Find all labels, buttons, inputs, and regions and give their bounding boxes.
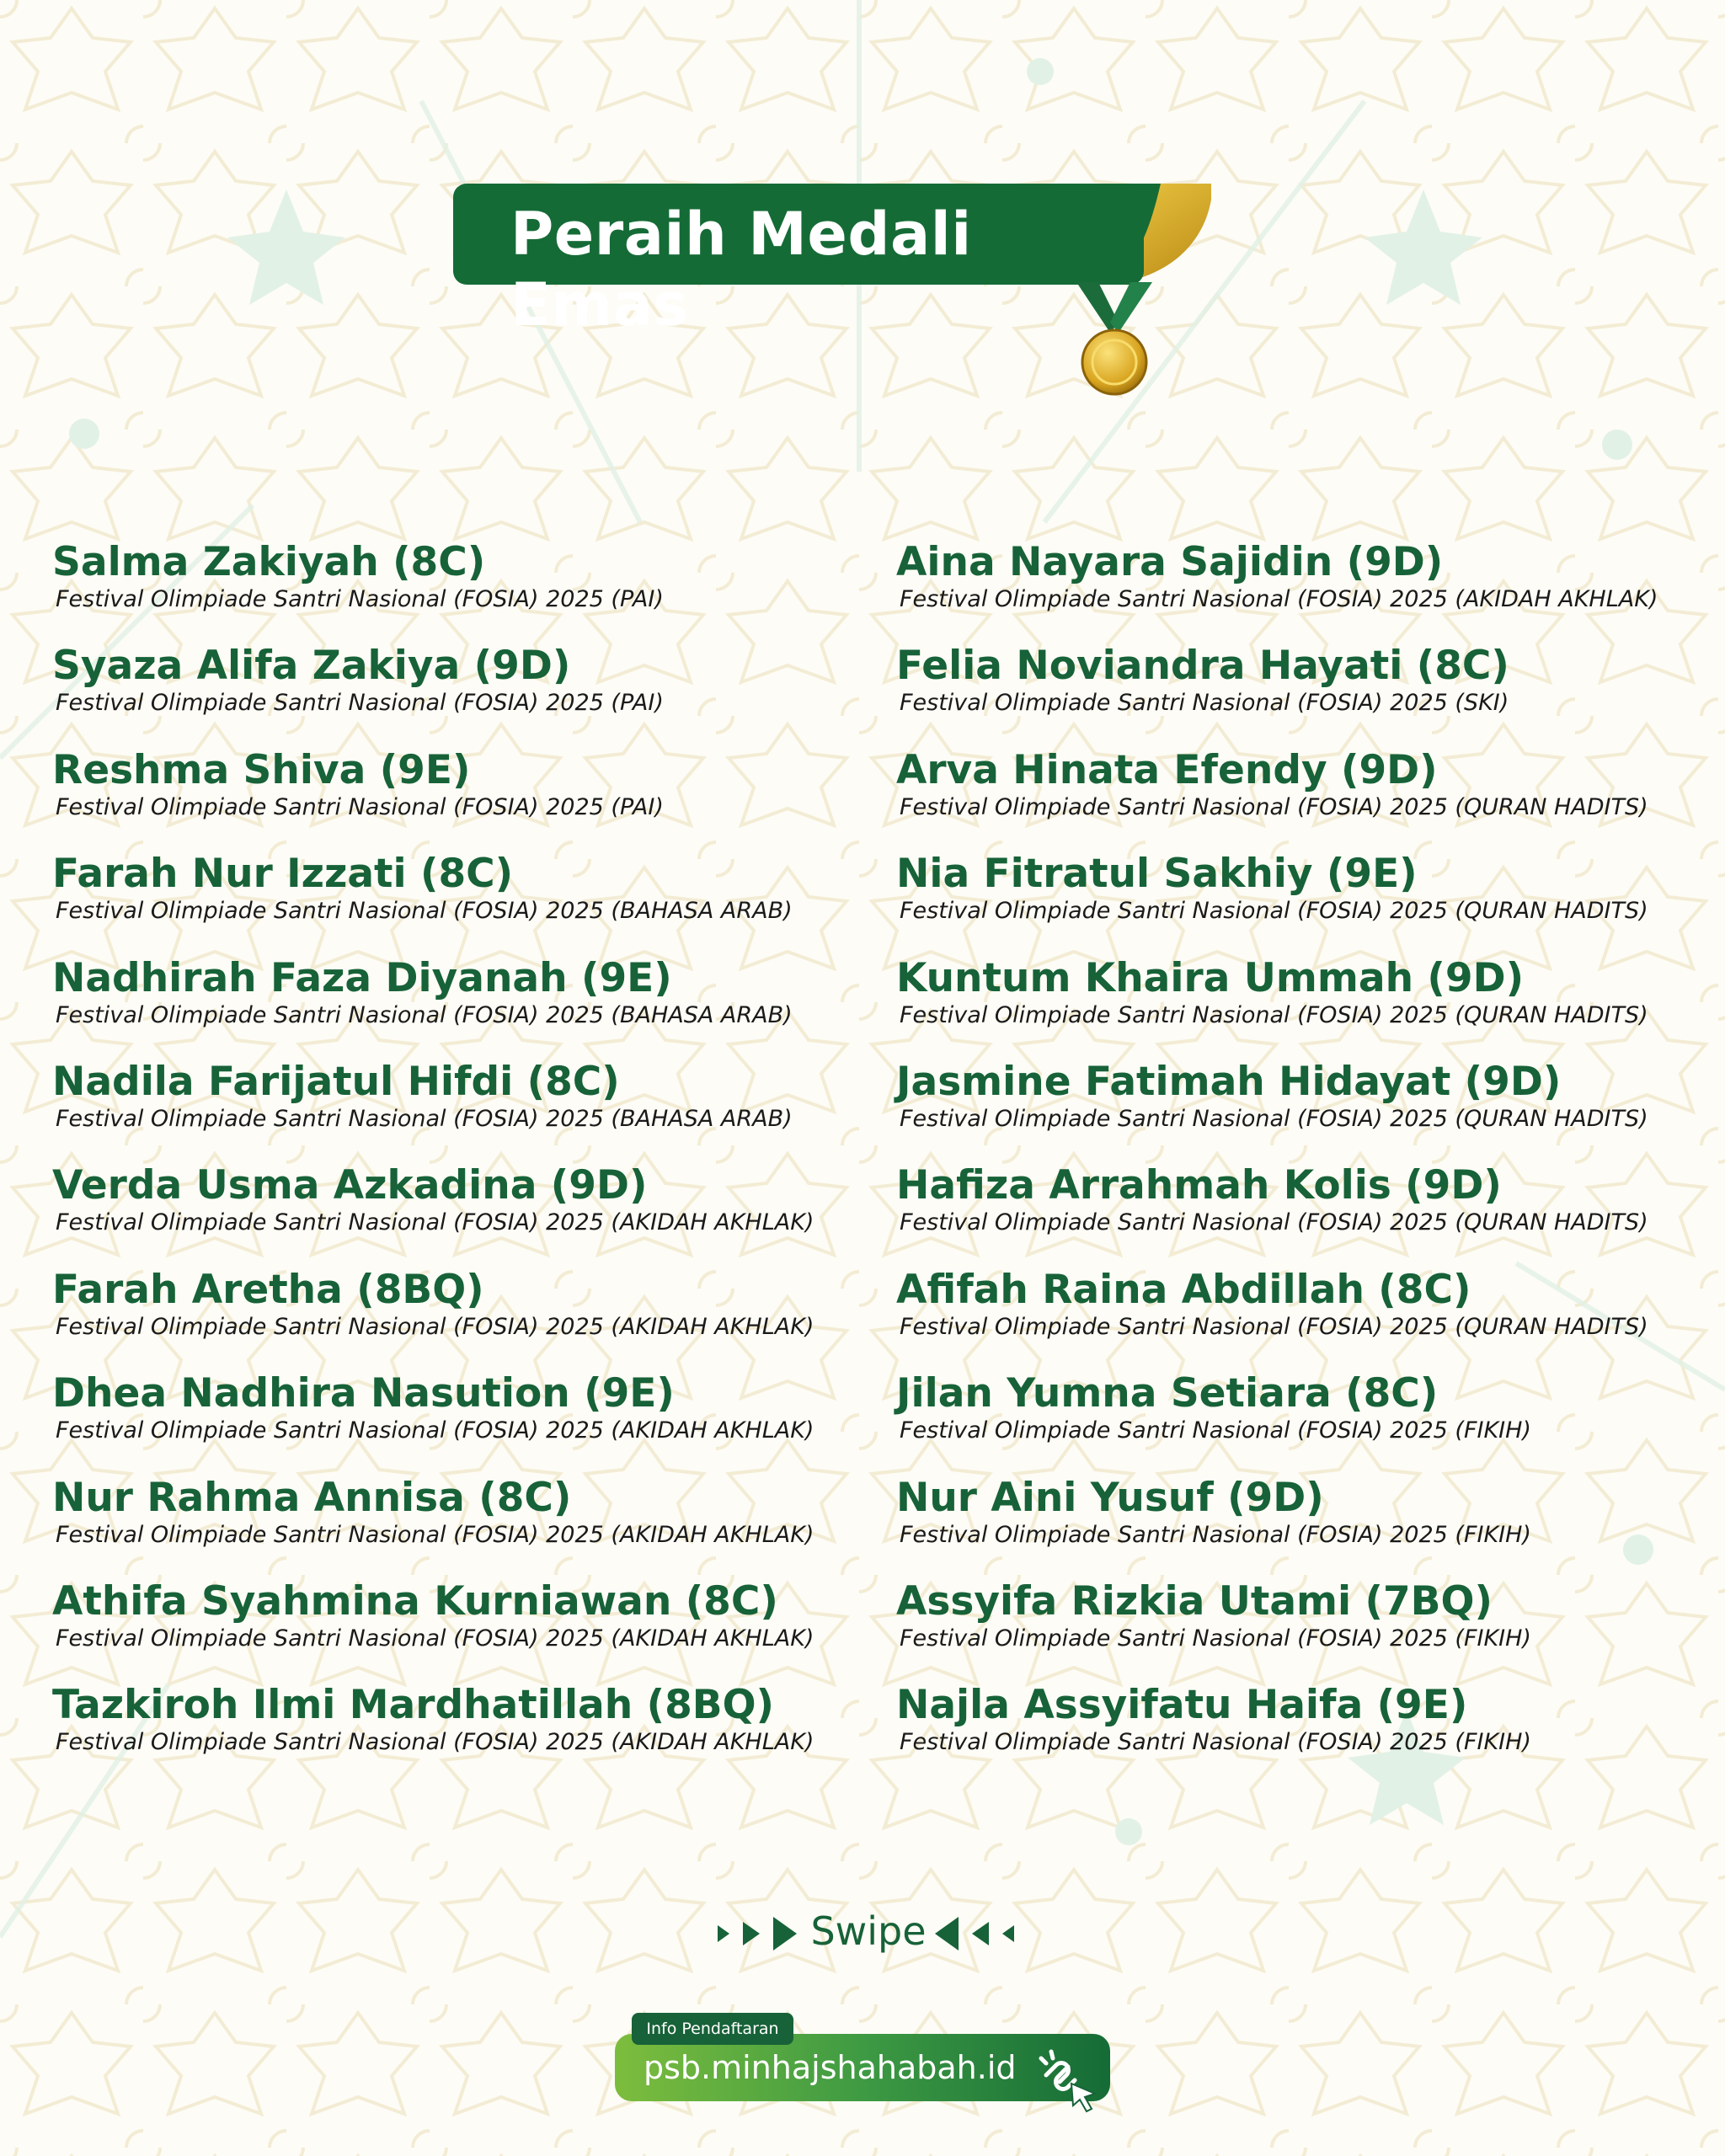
event-label: Festival Olimpiade Santri Nasional (FOSIA) 2025 (AKIDAH AKHLAK) xyxy=(56,1521,814,1548)
list-item xyxy=(52,1682,895,1785)
winner-name: Aina Nayara Sajidin (9D) xyxy=(896,539,1444,585)
list-item xyxy=(896,1162,1725,1266)
winner-name: Kuntum Khaira Ummah (9D) xyxy=(896,954,1525,1001)
event-label: Festival Olimpiade Santri Nasional (FOSIA) 2025 (SKI) xyxy=(900,690,1509,717)
winner-name: Salma Zakiyah (8C) xyxy=(52,539,486,585)
event-label: Festival Olimpiade Santri Nasional (FOSIA) 2025 (AKIDAH AKHLAK) xyxy=(56,1209,814,1236)
swipe-label: Swipe xyxy=(810,1908,927,1954)
event-label: Festival Olimpiade Santri Nasional (FOSIA) 2025 (QURAN HADITS) xyxy=(900,898,1648,925)
event-label: Festival Olimpiade Santri Nasional (FOSIA) 2025 (BAHASA ARAB) xyxy=(56,1001,793,1028)
event-label: Festival Olimpiade Santri Nasional (FOSIA) 2025 (PAI) xyxy=(56,586,664,612)
left-column xyxy=(52,539,895,1786)
list-item xyxy=(896,1059,1725,1162)
list-item xyxy=(52,539,895,643)
event-label: Festival Olimpiade Santri Nasional (FOSIA) 2025 (PAI) xyxy=(56,690,664,717)
list-item xyxy=(52,747,895,851)
swipe-arrow-left-icon xyxy=(933,1917,1017,1951)
list-item xyxy=(896,1370,1725,1474)
list-item xyxy=(52,851,895,954)
list-item xyxy=(896,851,1725,954)
event-label: Festival Olimpiade Santri Nasional (FOSIA) 2025 (AKIDAH AKHLAK) xyxy=(56,1313,814,1340)
event-label: Festival Olimpiade Santri Nasional (FOSIA) 2025 (AKIDAH AKHLAK) xyxy=(56,1729,814,1756)
list-item xyxy=(52,1162,895,1266)
event-label: Festival Olimpiade Santri Nasional (FOSIA) 2025 (QURAN HADITS) xyxy=(900,1313,1648,1340)
list-item xyxy=(52,955,895,1059)
event-label: Festival Olimpiade Santri Nasional (FOSIA) 2025 (BAHASA ARAB) xyxy=(56,1105,793,1132)
winner-name: Assyifa Rizkia Utami (7BQ) xyxy=(896,1577,1493,1625)
page-title: Peraih Medali Emas xyxy=(510,200,972,339)
event-label: Festival Olimpiade Santri Nasional (FOSIA) 2025 (BAHASA ARAB) xyxy=(56,898,793,925)
winner-name: Nur Aini Yusuf (9D) xyxy=(896,1474,1324,1521)
right-column xyxy=(896,539,1725,1786)
winner-name: Syaza Alifa Zakiya (9D) xyxy=(52,643,571,690)
event-label: Festival Olimpiade Santri Nasional (FOSIA) 2025 (QURAN HADITS) xyxy=(900,1209,1648,1236)
list-item xyxy=(896,1267,1725,1370)
winner-name: Verda Usma Azkadina (9D) xyxy=(52,1162,648,1209)
winner-name: Reshma Shiva (9E) xyxy=(52,746,471,793)
event-label: Festival Olimpiade Santri Nasional (FOSIA) 2025 (PAI) xyxy=(56,793,664,820)
event-label: Festival Olimpiade Santri Nasional (FOSIA) 2025 (QURAN HADITS) xyxy=(900,1001,1648,1028)
event-label: Festival Olimpiade Santri Nasional (FOSIA) 2025 (AKIDAH AKHLAK) xyxy=(900,586,1658,612)
winner-name: Jasmine Fatimah Hidayat (9D) xyxy=(896,1058,1562,1105)
winner-name: Jilan Yumna Setiara (8C) xyxy=(896,1370,1439,1417)
list-item xyxy=(896,1682,1725,1785)
list-item xyxy=(896,747,1725,851)
registration-url: psb.minhajshahabah.id xyxy=(644,2049,1017,2086)
winner-name: Nadhirah Faza Diyanah (9E) xyxy=(52,954,672,1001)
winner-name: Felia Noviandra Hayati (8C) xyxy=(896,643,1509,690)
winner-name: Farah Aretha (8BQ) xyxy=(52,1266,484,1313)
list-item xyxy=(896,955,1725,1059)
list-item xyxy=(52,1267,895,1370)
list-item xyxy=(52,1578,895,1682)
list-item xyxy=(896,1578,1725,1682)
medal-icon xyxy=(1068,274,1161,400)
winner-name: Arva Hinata Efendy (9D) xyxy=(896,746,1438,793)
list-item xyxy=(52,1475,895,1578)
winner-name: Hafiza Arrahmah Kolis (9D) xyxy=(896,1162,1502,1209)
event-label: Festival Olimpiade Santri Nasional (FOSIA) 2025 (FIKIH) xyxy=(900,1625,1531,1652)
event-label: Festival Olimpiade Santri Nasional (FOSIA) 2025 (FIKIH) xyxy=(900,1729,1531,1756)
winner-name: Farah Nur Izzati (8C) xyxy=(52,851,514,898)
winner-name: Najla Assyifatu Haifa (9E) xyxy=(896,1682,1468,1729)
info-label: Info Pendaftaran xyxy=(632,2013,793,2045)
event-label: Festival Olimpiade Santri Nasional (FOSIA) 2025 (QURAN HADITS) xyxy=(900,793,1648,820)
event-label: Festival Olimpiade Santri Nasional (FOSIA) 2025 (FIKIH) xyxy=(900,1417,1531,1444)
winner-name: Athifa Syahmina Kurniawan (8C) xyxy=(52,1577,778,1625)
winner-name: Nia Fitratul Sakhiy (9E) xyxy=(896,851,1418,898)
winner-name: Nadila Farijatul Hifdi (8C) xyxy=(52,1058,620,1105)
list-item xyxy=(52,643,895,746)
swipe-indicator[interactable] xyxy=(714,1902,1017,1961)
list-item xyxy=(896,643,1725,746)
winner-name: Afifah Raina Abdillah (8C) xyxy=(896,1266,1471,1313)
event-label: Festival Olimpiade Santri Nasional (FOSIA) 2025 (QURAN HADITS) xyxy=(900,1105,1648,1132)
winner-name: Tazkiroh Ilmi Mardhatillah (8BQ) xyxy=(52,1682,775,1729)
title-banner xyxy=(453,184,1211,339)
list-item xyxy=(896,1475,1725,1578)
event-label: Festival Olimpiade Santri Nasional (FOSIA) 2025 (FIKIH) xyxy=(900,1521,1531,1548)
swipe-arrow-right-icon xyxy=(714,1917,798,1951)
list-item xyxy=(52,1370,895,1474)
winner-name: Dhea Nadhira Nasution (9E) xyxy=(52,1370,675,1417)
event-label: Festival Olimpiade Santri Nasional (FOSIA) 2025 (AKIDAH AKHLAK) xyxy=(56,1417,814,1444)
link-click-icon xyxy=(1034,2047,1102,2114)
winner-name: Nur Rahma Annisa (8C) xyxy=(52,1474,572,1521)
list-item xyxy=(896,539,1725,643)
winners-list xyxy=(52,539,1703,1769)
list-item xyxy=(52,1059,895,1162)
event-label: Festival Olimpiade Santri Nasional (FOSIA) 2025 (AKIDAH AKHLAK) xyxy=(56,1625,814,1652)
